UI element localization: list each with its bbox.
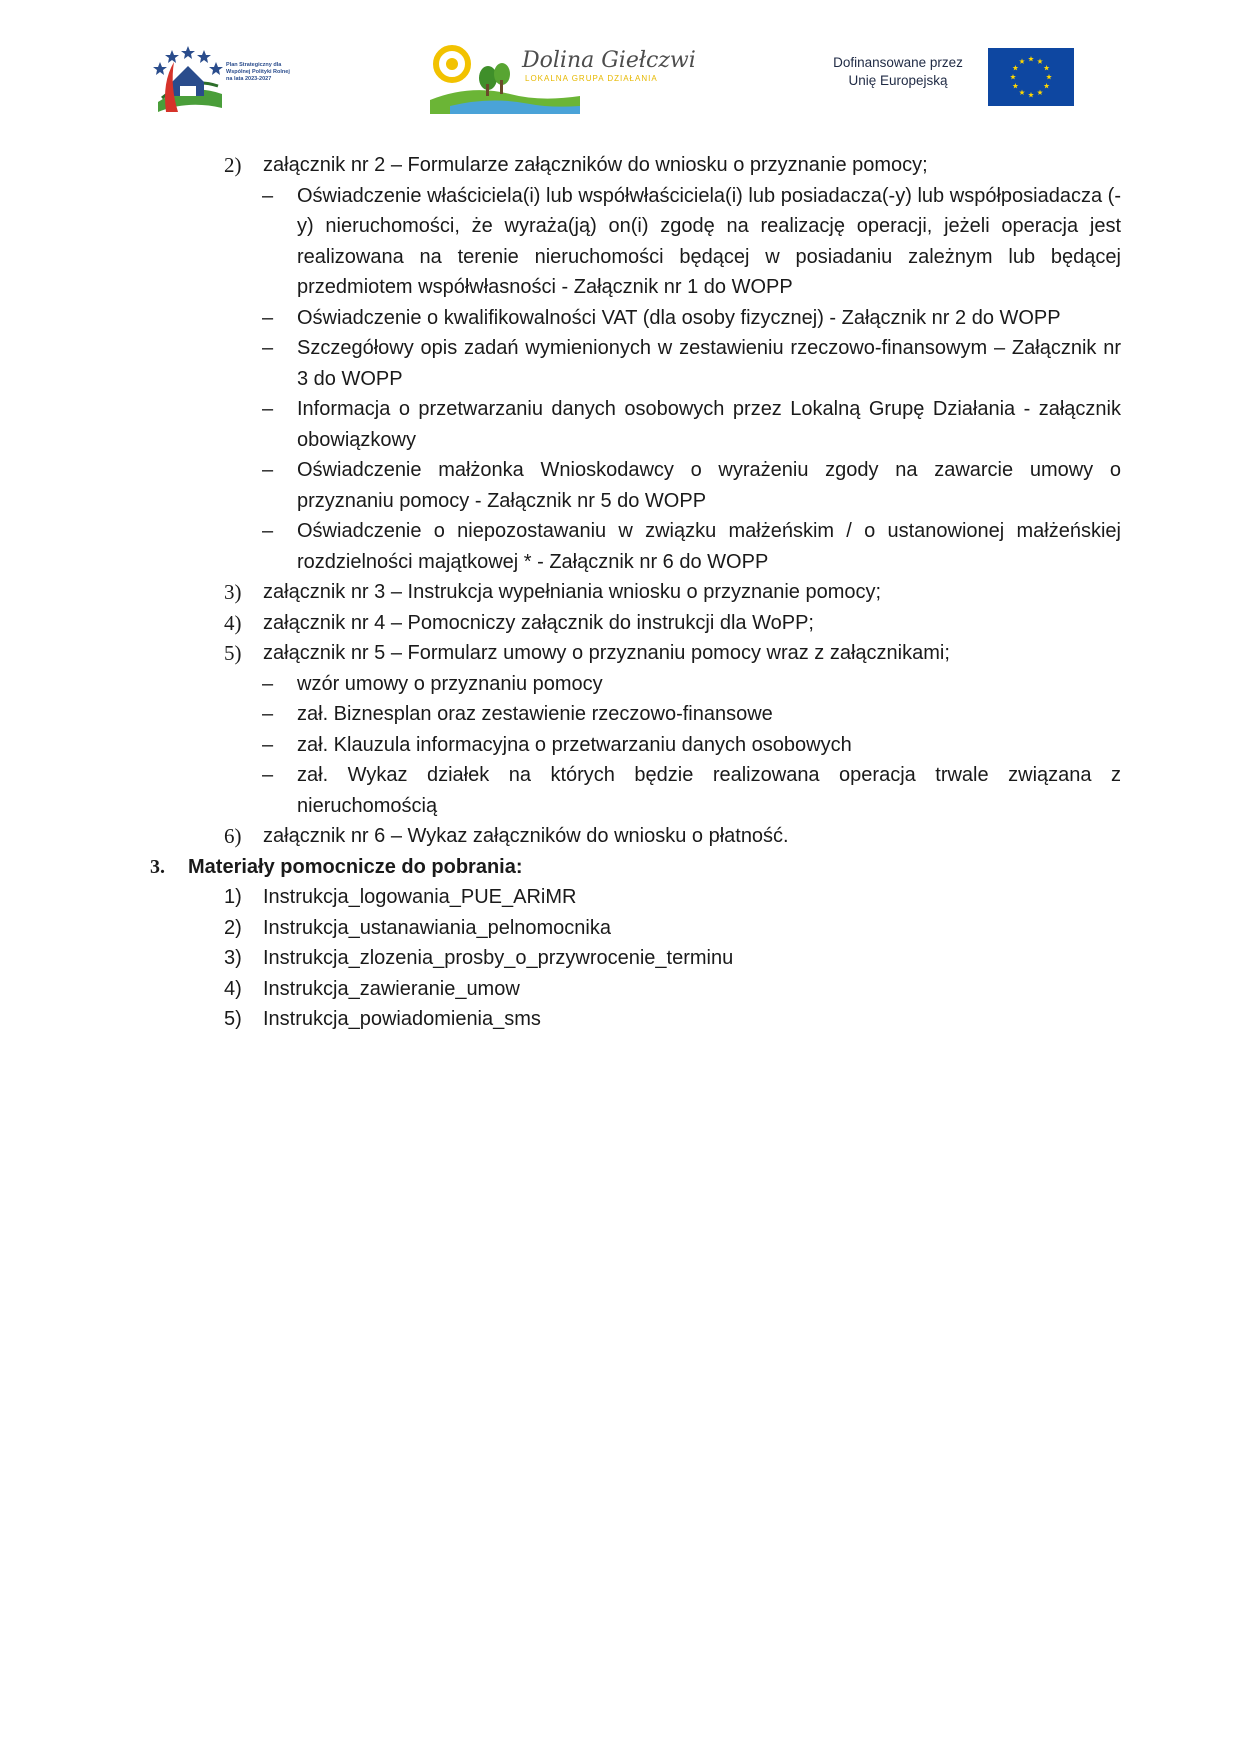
lgd-subtitle: LOKALNA GRUPA DZIAŁANIA [525, 74, 658, 83]
dash-bullet: – [262, 306, 274, 329]
dash-bullet: – [262, 764, 274, 786]
ps-wpr-logo [152, 42, 292, 114]
ps-wpr-logo-text: Plan Strategiczny dla Wspólnej Polityki Rolnej na lata 2023-2027 [226, 62, 290, 82]
ps-wpr-emblem-icon [152, 42, 226, 114]
material-item [0, 882, 1241, 913]
item-number: 2) [224, 153, 242, 177]
dash-bullet: – [262, 184, 274, 207]
dash-bullet: – [262, 733, 274, 756]
item-number: 4) [224, 977, 242, 1000]
document-body [0, 150, 1241, 1035]
item-text: załącznik nr 5 – Formularz umowy o przyznaniu pomocy wraz z załącznikami; [263, 642, 950, 664]
item-number: 4) [224, 610, 242, 635]
item-text: Oświadczenie o niepozostawaniu w związku małżeńskim / o ustanowionej małżeńskiej rozdzielności majątkowej * - Załącznik nr 6 do WOPP [297, 520, 1121, 573]
list-item [0, 638, 1241, 669]
item-text: załącznik nr 4 – Pomocniczy załącznik do instrukcji dla WoPP; [263, 611, 814, 634]
sub-list-item [0, 333, 1241, 394]
list-item [0, 821, 1241, 852]
item-text: zał. Wykaz działek na których będzie realizowana operacja trwale związana z nieruchomością [297, 764, 1121, 817]
sub-list-item [0, 181, 1241, 303]
dash-bullet: – [262, 398, 274, 420]
lgd-logo [430, 44, 696, 114]
material-item [0, 974, 1241, 1005]
sub-list-item [0, 394, 1241, 455]
item-number: 6) [224, 824, 242, 848]
item-text: załącznik nr 3 – Instrukcja wypełniania wniosku o przyznanie pomocy; [263, 581, 882, 603]
sub-list-item [0, 516, 1241, 577]
lgd-title: Dolina Giełczwi [522, 48, 696, 73]
list-item [0, 608, 1241, 639]
eu-funding-text [808, 54, 988, 90]
item-number: 5) [224, 641, 242, 665]
materials-list [0, 882, 1241, 1035]
material-link-text: Instrukcja_zawieranie_umow [263, 977, 520, 1000]
dash-bullet: – [262, 703, 274, 725]
material-link-text: Instrukcja_ustanawiania_pelnomocnika [263, 916, 611, 939]
material-link-text: Instrukcja_zlozenia_prosby_o_przywrocenie_terminu [263, 947, 734, 969]
item-text: zał. Biznesplan oraz zestawienie rzeczowo-finansowe [297, 703, 773, 725]
material-item [0, 1004, 1241, 1035]
section-number: 3. [150, 855, 165, 878]
sub-list-item [0, 303, 1241, 334]
section-title: Materiały pomocnicze do pobrania: [188, 855, 523, 878]
header-logos [0, 36, 1241, 116]
list-item [0, 577, 1241, 608]
item-text: wzór umowy o przyznaniu pomocy [297, 672, 603, 695]
dash-bullet: – [262, 459, 274, 481]
item-text: Szczegółowy opis zadań wymienionych w zestawieniu rzeczowo-finansowym – Załącznik nr 3 do WOPP [297, 337, 1121, 390]
item-text: załącznik nr 6 – Wykaz załączników do wniosku o płatność. [263, 825, 789, 847]
item-number: 5) [224, 1008, 242, 1030]
item-text: Informacja o przetwarzaniu danych osobowych przez Lokalną Grupę Działania - załącznik obowiązkowy [297, 398, 1121, 451]
material-item [0, 943, 1241, 974]
sub-list-item [0, 730, 1241, 761]
item-text: Oświadczenie właściciela(i) lub współwłaściciela(i) lub posiadacza(-y) lub współposiadacza (-y) nieruchomości, że wyraża(ją) on(i) zgodę na realizację operacji, jeżeli operacja jest realizowana na terenie nieruchomości będącej w posiadaniu zależnym lub będącej przedmiotem współwłasności - Załącznik nr 1 do WOPP [297, 184, 1121, 298]
item-number: 3) [224, 580, 242, 604]
item-text: Oświadczenie małżonka Wnioskodawcy o wyrażeniu zgody na zawarcie umowy o przyznaniu pomocy - Załącznik nr 5 do WOPP [297, 459, 1121, 512]
section-3-heading [0, 852, 1241, 883]
item-text: Oświadczenie o kwalifikowalności VAT (dla osoby fizycznej) - Załącznik nr 2 do WOPP [297, 306, 1061, 329]
item-number: 2) [224, 916, 242, 939]
eu-line-2: Unię Europejską [848, 73, 948, 88]
item-text: załącznik nr 2 – Formularze załączników do wniosku o przyznanie pomocy; [263, 154, 928, 176]
dash-bullet: – [262, 672, 274, 695]
list-item [0, 150, 1241, 181]
sub-list-item [0, 669, 1241, 700]
item-text: zał. Klauzula informacyjna o przetwarzaniu danych osobowych [297, 733, 852, 756]
eu-flag-icon [988, 48, 1074, 106]
material-item [0, 913, 1241, 944]
material-link-text: Instrukcja_powiadomienia_sms [263, 1008, 541, 1030]
sub-list-item [0, 760, 1241, 821]
sub-list-item [0, 699, 1241, 730]
item-number: 3) [224, 947, 242, 969]
eu-line-1: Dofinansowane przez [833, 55, 963, 70]
dash-bullet: – [262, 520, 274, 542]
material-link-text: Instrukcja_logowania_PUE_ARiMR [263, 886, 577, 908]
sub-list-item [0, 455, 1241, 516]
item-number: 1) [224, 886, 242, 908]
dash-bullet: – [262, 337, 274, 359]
attachments-list [0, 150, 1241, 852]
